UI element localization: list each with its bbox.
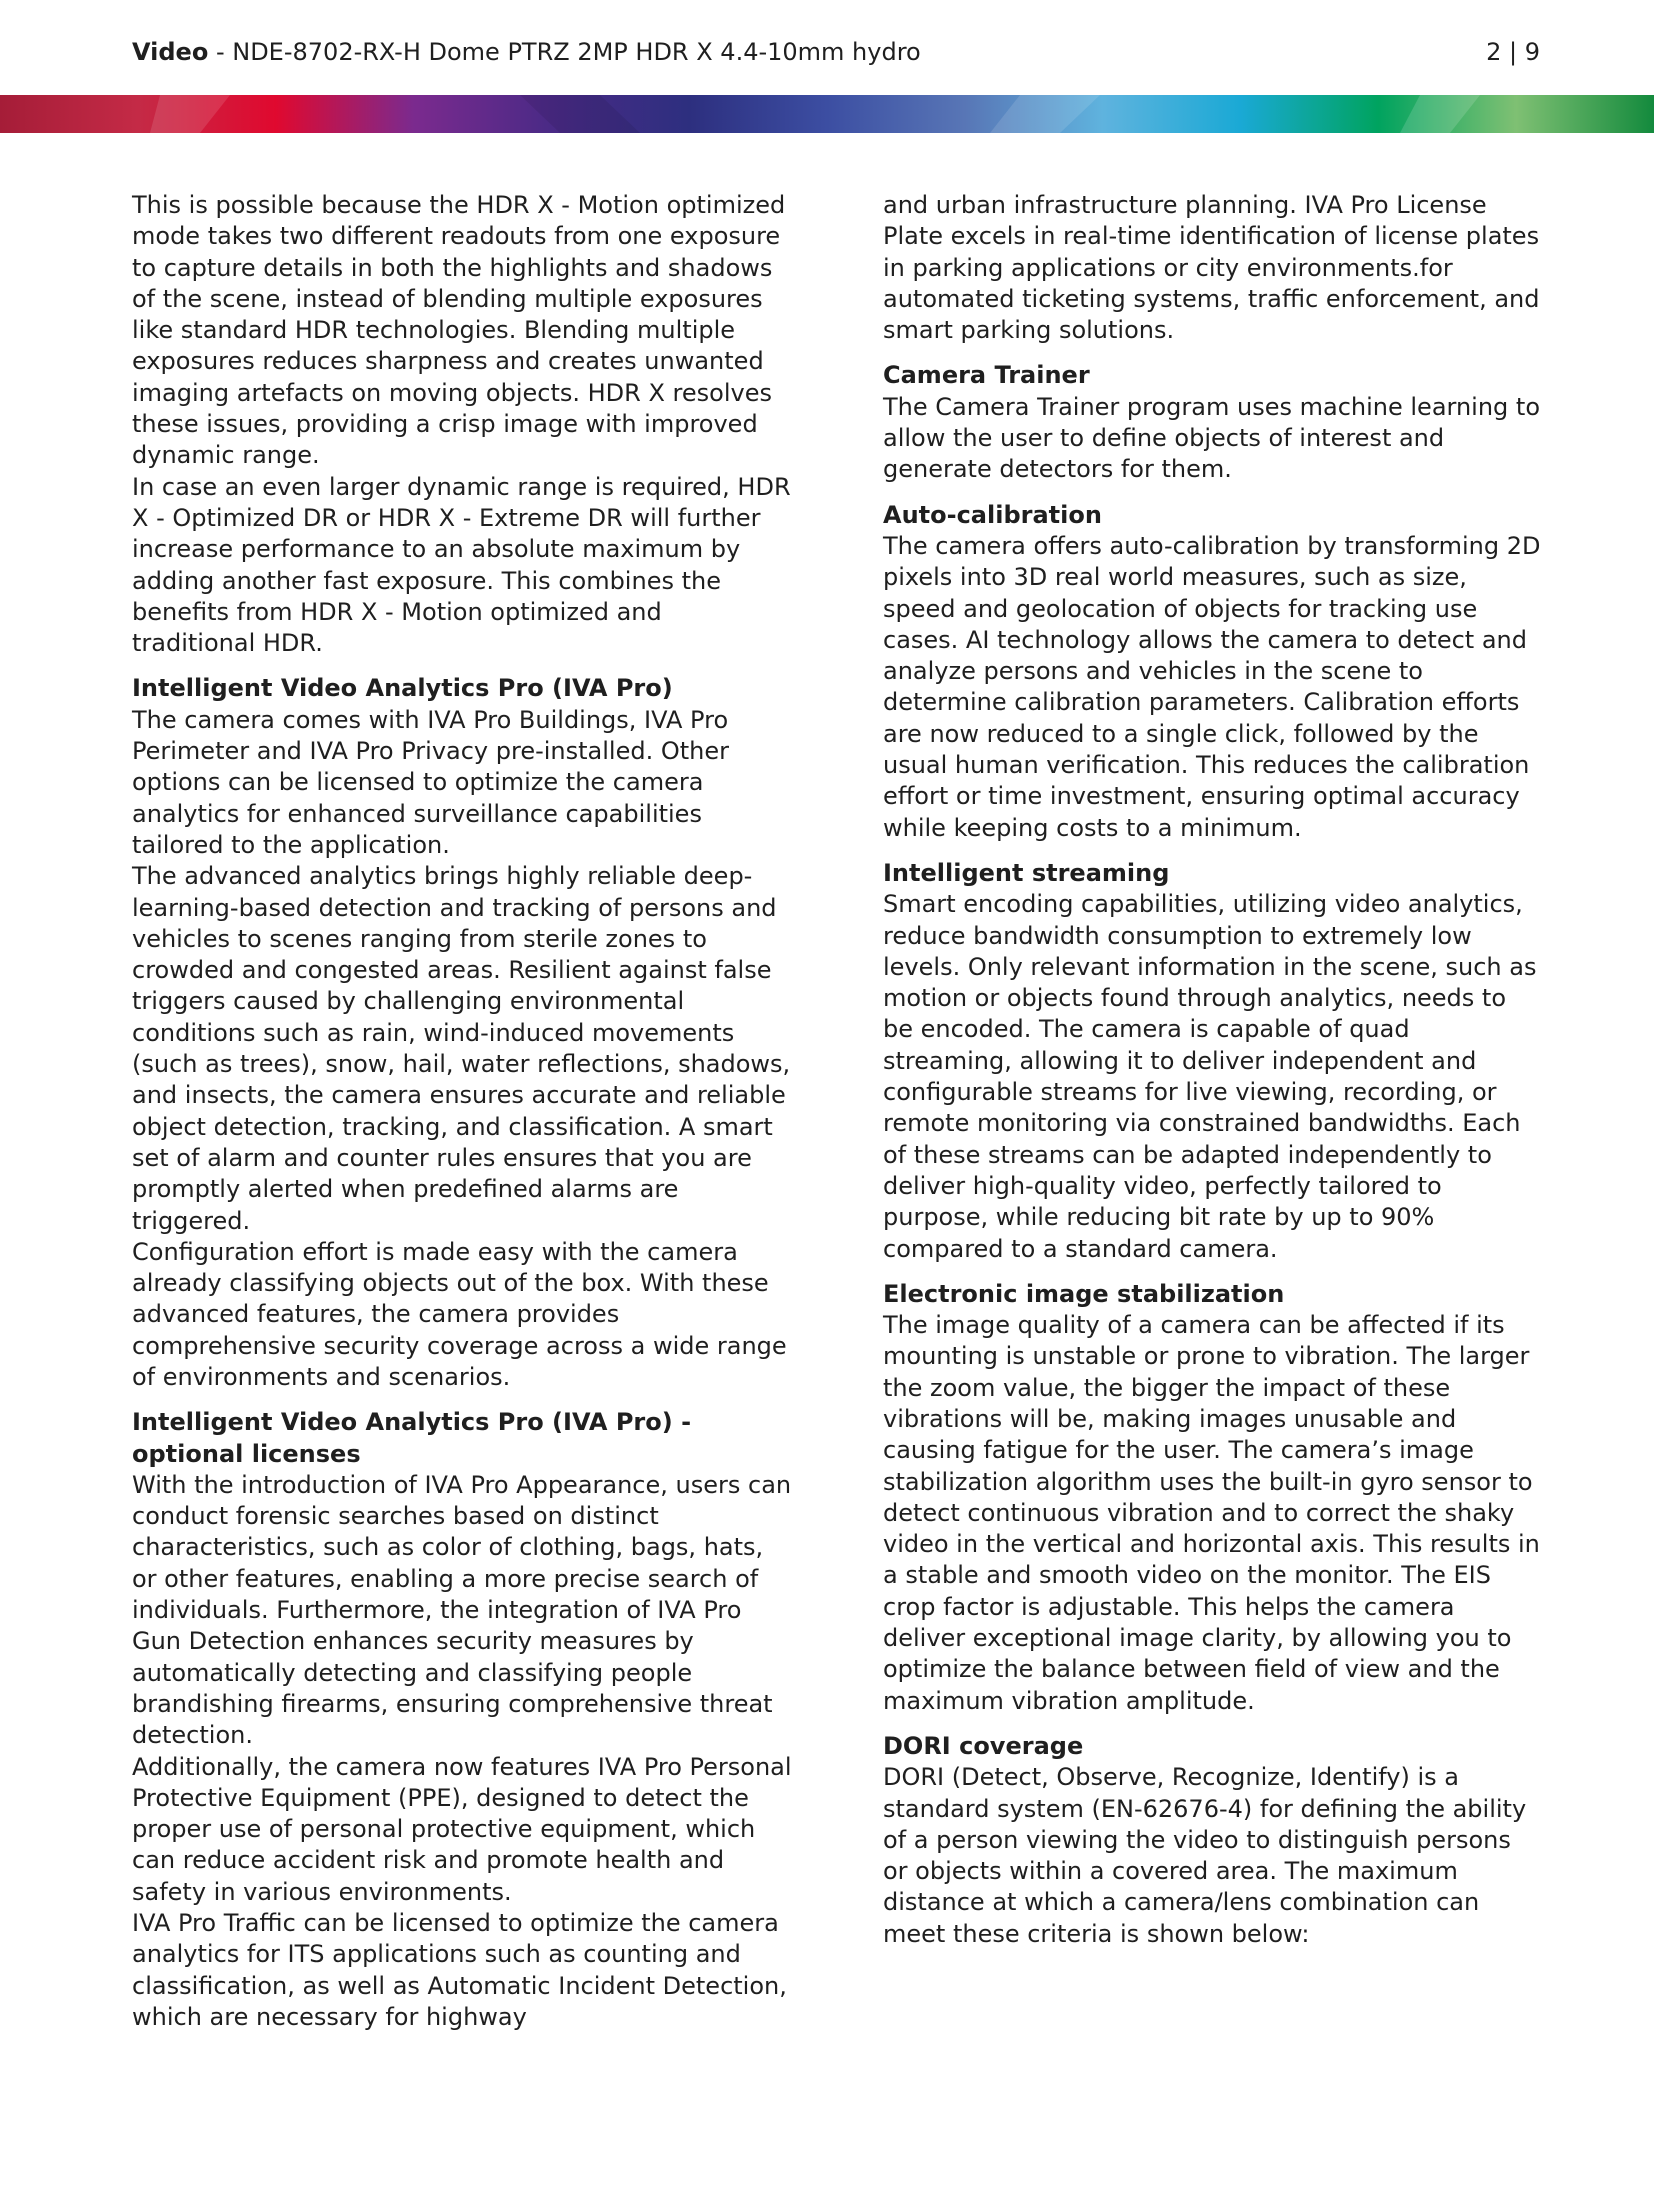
color-band (0, 95, 1654, 133)
right-column (883, 190, 1543, 1950)
paragraph: In case an even larger dynamic range is required, HDR X - Optimized DR or HDR X - Extreme DR will further increase performance to an absolute maximum by adding another fast exposure. This combines the benefits from HDR X - Motion optimized and traditional HDR. (132, 472, 791, 658)
section-heading-auto-calibration: Auto-calibration (883, 500, 1102, 529)
paragraph: Additionally, the camera now features IVA Pro Personal Protective Equipment (PPE), designed to detect the proper use of personal protective equipment, which can reduce accident risk and promote health and safety in various environments. (132, 1752, 792, 1906)
paragraph: Configuration effort is made easy with the camera already classifying objects out of the box. With these advanced features, the camera provides comprehensive security coverage across a wide range of environments and scenarios. (132, 1237, 787, 1391)
page-number: 2 | 9 (1486, 38, 1540, 66)
section-heading-dori-coverage: DORI coverage (883, 1731, 1084, 1760)
paragraph: The Camera Trainer program uses machine learning to allow the user to define objects of interest and generate detectors for them. (883, 392, 1541, 484)
title-separator: - (208, 38, 233, 66)
section-label: Video (132, 38, 209, 66)
paragraph: Smart encoding capabilities, utilizing video analytics, reduce bandwidth consumption to extremely low levels. Only relevant information in the scene, such as motion or objects found through analytics, needs to be encoded. The camera is capable of quad streaming, allowing it to deliver independent and configurable streams for live viewing, recording, or remote monitoring via constrained bandwidths. Each of these streams can be adapted independently to deliver high-quality video, perfectly tailored to purpose, while reducing bit rate by up to 90% compared to a standard camera. (883, 890, 1537, 1263)
paragraph: With the introduction of IVA Pro Appearance, users can conduct forensic searches based on distinct characteristics, such as color of clothing, bags, hats, or other features, enabling a more precise search of individuals. Furthermore, the integration of IVA Pro Gun Detection enhances security measures by automatically detecting and classifying people brandishing firearms, ensuring comprehensive threat detection. (132, 1470, 792, 1750)
section-heading-iva-pro-optional: Intelligent Video Analytics Pro (IVA Pro) - optional licenses (132, 1408, 692, 1468)
left-column (132, 190, 792, 2033)
paragraph: The image quality of a camera can be affected if its mounting is unstable or prone to vibration. The larger the zoom value, the bigger the impact of these vibrations will be, making images unusable and causing fatigue for the user. The camera’s image stabilization algorithm uses the built-in gyro sensor to detect continuous vibration and to correct the shaky video in the vertical and horizontal axis. This results in a stable and smooth video on the monitor. The EIS crop factor is adjustable. This helps the camera deliver exceptional image clarity, by allowing you to optimize the balance between field of view and the maximum vibration amplitude. (883, 1311, 1540, 1715)
paragraph: The camera comes with IVA Pro Buildings, IVA Pro Perimeter and IVA Pro Privacy pre-installed. Other options can be licensed to optimize the camera analytics for enhanced surveillance capabilities tailored to the application. (132, 705, 729, 859)
product-name: NDE-8702-RX-H Dome PTRZ 2MP HDR X 4.4-10mm hydro (232, 38, 921, 66)
paragraph: The advanced analytics brings highly reliable deep-learning-based detection and tracking of persons and vehicles to scenes ranging from sterile zones to crowded and congested areas. Resilient against false triggers caused by challenging environmental conditions such as rain, wind-induced movements (such as trees), snow, hail, water reflections, shadows, and insects, the camera ensures accurate and reliable object detection, tracking, and classification. A smart set of alarm and counter rules ensures that you are promptly alerted when predefined alarms are triggered. (132, 862, 791, 1235)
paragraph: and urban infrastructure planning. IVA Pro License Plate excels in real-time identification of license plates in parking applications or city environments.for automated ticketing systems, traffic enforcement, and smart parking solutions. (883, 191, 1540, 345)
section-heading-image-stabilization: Electronic image stabilization (883, 1279, 1285, 1308)
section-heading-iva-pro: Intelligent Video Analytics Pro (IVA Pro) (132, 674, 673, 703)
page-header (132, 34, 1540, 74)
paragraph: The camera offers auto-calibration by transforming 2D pixels into 3D real world measures, such as size, speed and geolocation of objects for tracking use cases. AI technology allows the camera to detect and analyze persons and vehicles in the scene to determine calibration parameters. Calibration efforts are now reduced to a single click, followed by the usual human verification. This reduces the calibration effort or time investment, ensuring optimal accuracy while keeping costs to a minimum. (883, 531, 1541, 842)
paragraph: DORI (Detect, Observe, Recognize, Identify) is a standard system (EN-62676-4) for defining the ability of a person viewing the video to distinguish persons or objects within a covered area. The maximum distance at which a camera/lens combination can meet these criteria is shown below: (883, 1763, 1527, 1948)
paragraph: IVA Pro Traffic can be licensed to optimize the camera analytics for ITS applications such as counting and classification, as well as Automatic Incident Detection, which are necessary for highway (132, 1909, 787, 2031)
document-title (132, 34, 921, 70)
section-heading-camera-trainer: Camera Trainer (883, 361, 1090, 390)
section-heading-intelligent-streaming: Intelligent streaming (883, 858, 1170, 887)
paragraph: This is possible because the HDR X - Motion optimized mode takes two different readouts from one exposure to capture details in both the highlights and shadows of the scene, instead of blending multiple exposures like standard HDR technologies. Blending multiple exposures reduces sharpness and creates unwanted imaging artefacts on moving objects. HDR X resolves these issues, providing a crisp image with improved dynamic range. (132, 191, 786, 470)
